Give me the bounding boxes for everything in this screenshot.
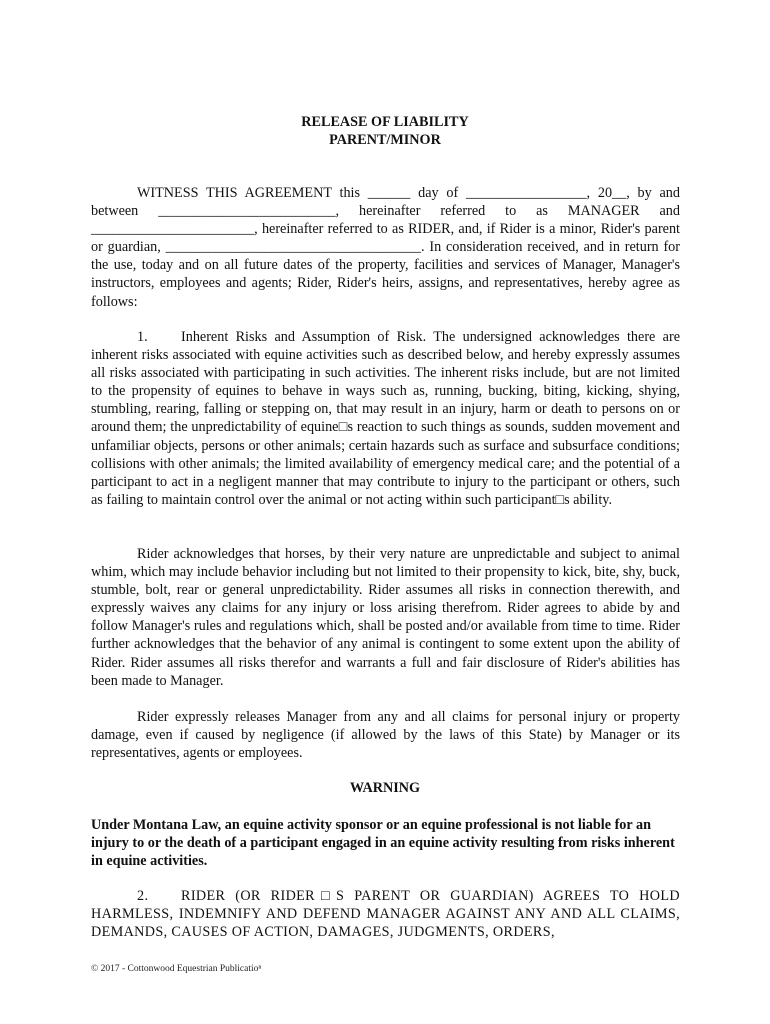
document-subtitle: PARENT/MINOR <box>329 132 441 148</box>
section-1-paragraph <box>91 328 680 509</box>
rider-acknowledgement-paragraph: Rider acknowledges that horses, by their very nature are unpredictable and subject to animal whim, which may include behavior including but not limited to their propensity to kick, bite, shy, buck, stumble, bolt, rear or general unpredictability. Rider assumes all risks in connection therewith, and expressly waives any claims for any injury or loss arising therefrom. Rider agrees to abide by and follow Manager's rules and regulations which, shall be posted and/or available from time to time. Rider further acknowledges that the behavior of any animal is contingent to some extent upon the ability of Rider. Rider assumes all risks therefor and warrants a full and fair disclosure of Rider's abilities has been made to Manager. <box>91 546 680 689</box>
section-2-number: 2. <box>137 888 149 904</box>
witness-paragraph: WITNESS THIS AGREEMENT this ______ day of _________________, 20__, by and between _________________________, hereinafter referred to as MANAGER and _______________________, hereinafter referred to as RIDER, and, if Rider is a minor, Rider's parent or guardian, ____________________________________. In consideration received, and in return for the use, today and on all future dates of the property, facilities and services of Manager, Manager's instructors, employees and agents; Rider, Rider's heirs, assigns, and representatives, hereby agree as follows: <box>91 185 680 310</box>
section-1-text: Inherent Risks and Assumption of Risk. The undersigned acknowledges there are inherent risks associated with equine activities such as described below, and hereby expressly assumes all risks associated with participating in such activities. The inherent risks include, but are not limited to the propensity of equines to behave in ways such as, running, bucking, biting, kicking, shying, stumbling, rearing, falling or stepping on, that may result in an injury, harm or death to persons on or around them; the unpredictability of equine□s reaction to such things as sounds, sudden movement and unfamiliar objects, persons or other animals; certain hazards such as surface and subsurface conditions; collisions with other animals; the limited availability of emergency medical care; and the potential of a participant to act in a negligent manner that may contribute to injury to the participant or others, such as failing to maintain control over the animal or not acting within such participant□s ability. <box>91 329 680 508</box>
rider-release-paragraph: Rider expressly releases Manager from any and all claims for personal injury or property damage, even if caused by negligence (if allowed by the laws of this State) by Manager or its representatives, agents or employees. <box>91 709 680 762</box>
section-2-text: RIDER (OR RIDER□S PARENT OR GUARDIAN) AGREES TO HOLD HARMLESS, INDEMNIFY AND DEFEND MANAGER AGAINST ANY AND ALL CLAIMS, DEMANDS, CAUSES OF ACTION, DAMAGES, JUDGMENTS, ORDERS, <box>91 888 680 941</box>
montana-law-statement: Under Montana Law, an equine activity sponsor or an equine professional is not liable for an injury to or the death of a participant engaged in an equine activity resulting from risks inherent in equine activities. <box>91 817 675 870</box>
section-1-number: 1. <box>137 329 148 345</box>
section-2-paragraph <box>91 887 680 941</box>
warning-heading: WARNING <box>349 780 421 796</box>
document-title: RELEASE OF LIABILITY <box>301 114 469 130</box>
copyright-footer: © 2017 - Cottonwood Equestrian Publicatioⁿ <box>91 964 262 974</box>
